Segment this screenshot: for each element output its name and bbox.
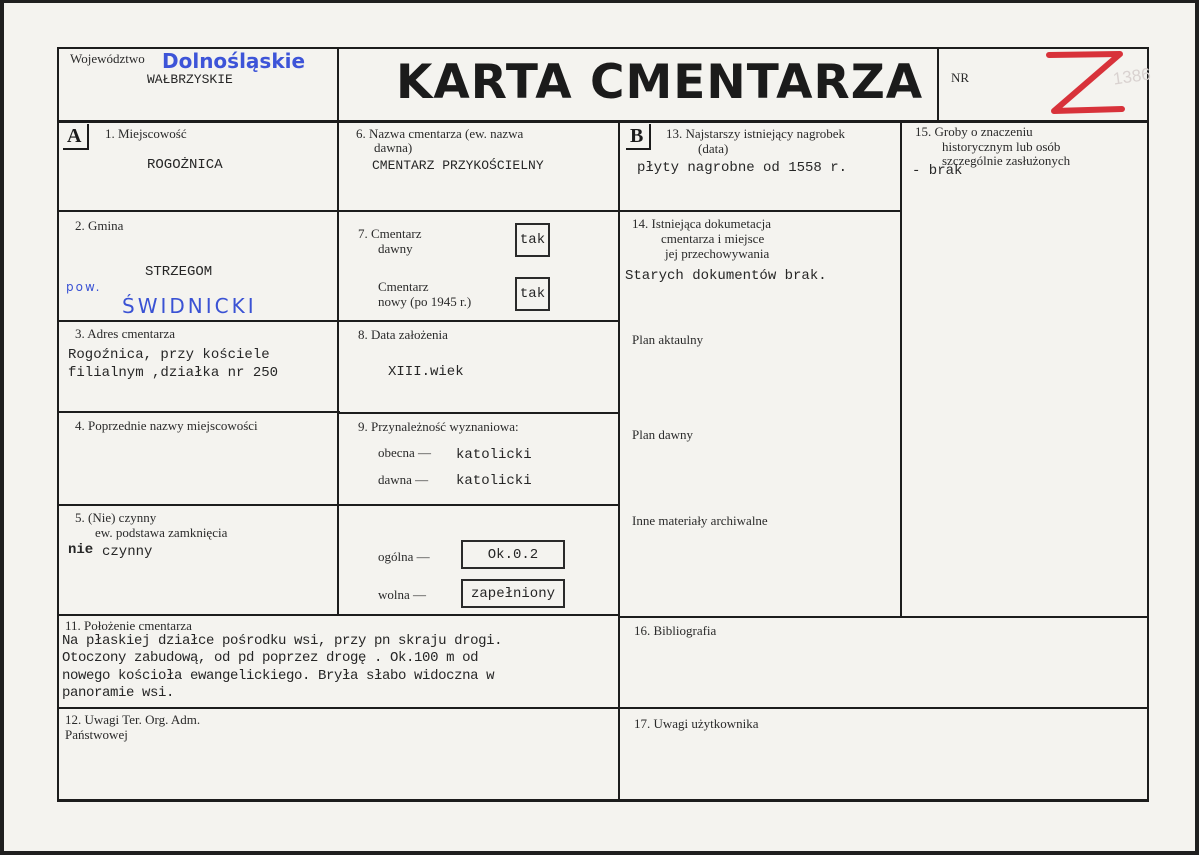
row-line-a2 [57,320,340,322]
field-11-line-4: panoramie wsi. [62,685,175,701]
field-10-total-box [461,540,565,569]
field-7-box-b [515,277,550,311]
field-7-box-a-text: tak [519,232,546,248]
row-line-c1 [620,210,902,212]
other-materials-label: Inne materiały archiwalne [632,513,768,528]
field-11-line-1: Na płaskiej działce pośrodku wsi, przy pn skraju drogi. [62,633,503,649]
field-11-line-3: nowego kościoła ewangelickiego. Bryła słabo widoczna w [62,668,495,684]
frame-left-line [57,47,59,802]
header-divider-2 [937,47,939,123]
col-divider-3 [900,121,902,616]
field-13-label-line2: (data) [698,141,729,156]
page-title: KARTA CMENTARZA [396,55,924,110]
col-divider-2 [618,121,620,801]
field-9-current-label: obecna — [378,445,432,460]
row-line-b4 [339,504,620,506]
field-7-box-a [515,223,550,257]
row-line-16-top [620,616,1149,618]
field-9-label: 9. Przynależność wyznaniowa: [358,419,519,434]
row-line-b2 [339,320,620,322]
field-2-hand-prefix: pow. [66,280,102,294]
field-10-free-label: wolna — [378,587,427,602]
field-2-value: STRZEGOM [145,264,213,280]
field-15-label-line2: historycznym lub osób [942,139,1061,154]
field-14-value: Starych dokumentów brak. [625,268,827,284]
field-5-label-line1: 5. (Nie) czynny [75,510,157,525]
field-7-label-a2: dawny [378,241,413,256]
field-3-value-line2: filialnym ,działka nr 250 [68,365,279,381]
frame-bottom-line [57,799,1149,802]
field-7-box-b-text: tak [519,286,546,302]
field-9-former-value: katolicki [456,473,532,489]
row-line-b1 [339,210,620,212]
section-letter-b: B [626,124,651,150]
field-9-former-label: dawna — [378,472,429,487]
plan-former-label: Plan dawny [632,427,694,442]
field-5-value-prefix: nie [68,542,94,558]
field-6-value: CMENTARZ PRZYKOŚCIELNY [372,158,544,173]
field-14-label-line1: 14. Istniejąca dokumetacja [632,216,771,231]
section-letter-a: A [63,124,89,150]
cemetery-record-card [4,3,1195,851]
row-line-12-top [57,707,1149,709]
voivodeship-label: Województwo [70,51,145,66]
plan-current-label: Plan aktaulny [632,332,704,347]
row-line-a4 [57,504,340,506]
row-line-b3 [339,412,620,414]
col-divider-1 [337,121,339,614]
field-10-total-label: ogólna — [378,549,430,564]
field-3-value-line1: Rogoźnica, przy kościele [68,347,270,363]
field-6-label-line1: 6. Nazwa cmentarza (ew. nazwa [356,126,524,141]
field-9-current-value: katolicki [456,447,532,463]
field-5-label-line2: ew. podstawa zamknięcia [95,525,228,540]
voivodeship-stamp: Dolnośląskie [162,49,306,73]
field-13-label-line1: 13. Najstarszy istniejący nagrobek [666,126,846,141]
field-5-value: czynny [102,544,153,560]
field-6-label-line2: dawna) [374,140,413,155]
header-bottom-line [57,120,1149,123]
field-8-value: XIII.wiek [388,364,464,380]
row-line-a3 [57,411,340,413]
row-line-11-top [57,614,620,616]
field-1-value: ROGOŻNICA [147,157,223,173]
field-10-free-box [461,579,565,608]
field-1-label: 1. Miejscowość [105,126,187,141]
nr-faint-number: 1386 [1111,64,1152,89]
row-line-a1 [57,210,340,212]
field-7-label-b1: Cmentarz [378,279,429,294]
field-15-label-line1: 15. Groby o znaczeniu [915,124,1033,139]
field-17-label: 17. Uwagi użytkownika [634,716,759,731]
field-12-label-line2: Państwowej [65,727,128,742]
field-13-value: płyty nagrobne od 1558 r. [637,160,848,176]
field-4-label: 4. Poprzednie nazwy miejscowości [75,418,258,433]
field-8-label: 8. Data założenia [358,327,448,342]
field-11-line-2: Otoczony zabudową, od pd poprzez drogę . Ok.100 m od [62,650,479,666]
field-10-free-value: zapełniony [470,585,555,602]
field-15-label-line3: szczególnie zasłużonych [942,153,1071,168]
field-14-label-line3: jej przechowywania [665,246,770,261]
field-14-label-line2: cmentarza i miejsce [661,231,765,246]
field-7-label-a1: 7. Cmentarz [358,226,422,241]
field-16-label: 16. Bibliografia [634,623,717,638]
field-12-label-line1: 12. Uwagi Ter. Org. Adm. [65,712,201,727]
field-3-label: 3. Adres cmentarza [75,326,175,341]
nr-label: NR [951,70,970,85]
voivodeship-typed: WAŁBRZYSKIE [147,72,233,87]
field-10-total-value: Ok.0.2 [487,546,539,563]
frame-right-line [1147,47,1149,802]
field-15-value: - brak [912,163,963,179]
field-11-label: 11. Położenie cmentarza [65,618,192,633]
field-7-label-b2: nowy (po 1945 r.) [378,294,472,309]
field-2-hand-value: ŚWIDNICKI [122,294,257,318]
field-2-label: 2. Gmina [75,218,124,233]
header-divider-1 [337,47,339,123]
